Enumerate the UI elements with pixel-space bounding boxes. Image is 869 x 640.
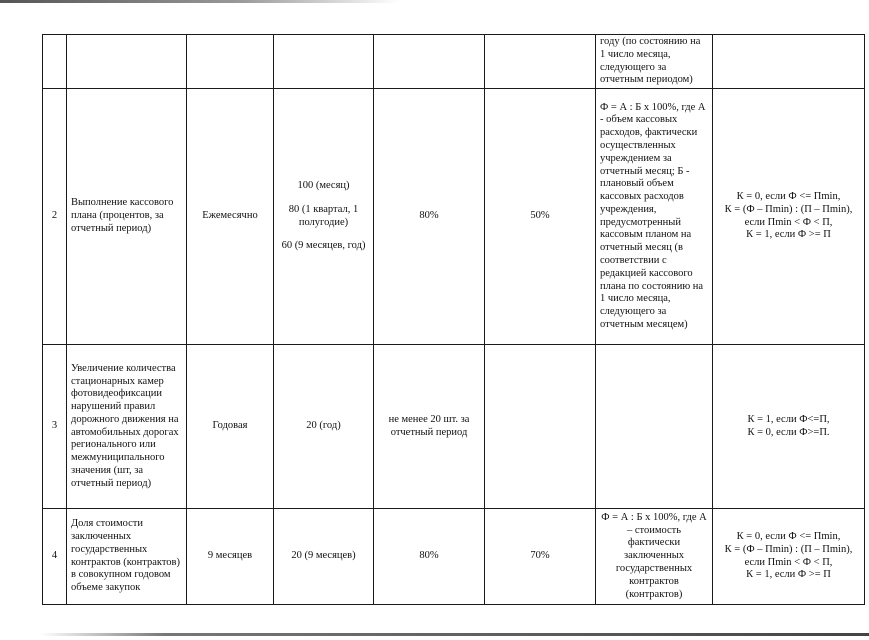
scan-edge-bottom bbox=[40, 633, 869, 636]
target-value bbox=[274, 509, 374, 605]
periodicity: Годовая bbox=[187, 345, 274, 509]
coefficient-rule: К = 0, если Ф <= Пmin, К = (Ф – Пmin) : (П – Пmin), если Пmin < Ф < П, К = 1, если Ф >= П bbox=[713, 509, 865, 605]
coefficient-rule bbox=[713, 35, 865, 89]
threshold-value: 80% bbox=[374, 89, 485, 345]
scan-edge-top bbox=[0, 0, 400, 3]
target-value bbox=[274, 345, 374, 509]
target-value bbox=[274, 35, 374, 89]
min-value bbox=[485, 345, 596, 509]
target-line: 100 (месяц) bbox=[297, 180, 350, 192]
periodicity: Ежемесячно bbox=[187, 89, 274, 345]
calculation-formula: году (по состоянию на 1 число месяца, следующего за отчетным периодом) bbox=[596, 35, 713, 89]
row-number: 3 bbox=[43, 345, 67, 509]
calculation-formula bbox=[596, 345, 713, 509]
coefficient-rule: К = 0, если Ф <= Пmin, К = (Ф – Пmin) : (П – Пmin), если Пmin < Ф < П, К = 1, если Ф >= П bbox=[713, 89, 865, 345]
threshold-value: 80% bbox=[374, 509, 485, 605]
calculation-formula: Ф = А : Б х 100%, где А - объем кассовых расходов, фактически осуществленных учреждением за отчетный месяц; Б - плановый объем кассовых расходов учреждения, предусмотренный кассовым планом на отчетный месяц (в соответствии с редакцией кассового плана по состоянию на 1 число месяца, следующего за отчетным месяцем) bbox=[596, 89, 713, 345]
indicator-name bbox=[67, 35, 187, 89]
table-row bbox=[43, 35, 865, 89]
indicators-table bbox=[42, 34, 865, 605]
row-number: 2 bbox=[43, 89, 67, 345]
indicator-name: Доля стоимости заключенных государственных контрактов (контрактов) в совокупном годовом объеме закупок bbox=[67, 509, 187, 605]
target-line: 20 (9 месяцев) bbox=[291, 550, 356, 562]
threshold-value: не менее 20 шт. за отчетный период bbox=[374, 345, 485, 509]
periodicity: 9 месяцев bbox=[187, 509, 274, 605]
indicator-name: Выполнение кассового плана (процентов, за отчетный период) bbox=[67, 89, 187, 345]
row-number: 4 bbox=[43, 509, 67, 605]
target-line: 20 (год) bbox=[306, 420, 341, 432]
periodicity bbox=[187, 35, 274, 89]
min-value bbox=[485, 35, 596, 89]
coefficient-rule: К = 1, если Ф<=П, К = 0, если Ф>=П. bbox=[713, 345, 865, 509]
target-line: 80 (1 квартал, 1 полугодие) bbox=[288, 203, 359, 228]
table-row bbox=[43, 345, 865, 509]
calculation-formula: Ф = А : Б х 100%, где А – стоимость фактически заключенных государственных контрактов (контрактов) bbox=[596, 509, 713, 605]
min-value: 50% bbox=[485, 89, 596, 345]
threshold-value bbox=[374, 35, 485, 89]
indicator-name: Увеличение количества стационарных камер фотовидеофиксации нарушений правил дорожного движения на автомобильных дорогах регионального или межмуниципального значения (шт, за отчетный период) bbox=[67, 345, 187, 509]
min-value: 70% bbox=[485, 509, 596, 605]
target-line: 60 (9 месяцев, год) bbox=[281, 240, 366, 252]
table-row bbox=[43, 89, 865, 345]
table-row bbox=[43, 509, 865, 605]
target-value bbox=[274, 89, 374, 345]
row-number bbox=[43, 35, 67, 89]
